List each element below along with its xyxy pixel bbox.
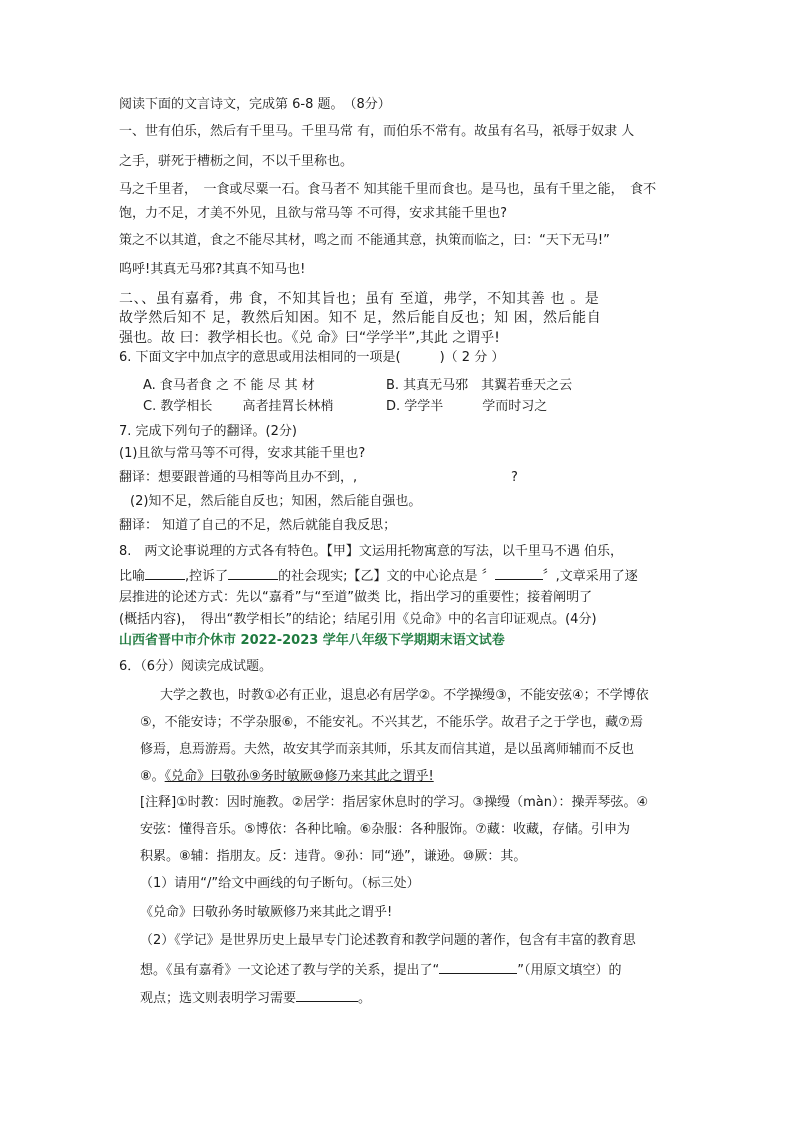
q8-text: 的社会现实;【乙】文的中心论点是 〞: [278, 569, 495, 584]
notes-line: 积累。⑧辅：指朋友。反：违背。⑨孙：同“逊”，谦逊。⑩厥：其。: [140, 849, 527, 864]
passage-xueji-line: ⑤，不能安诗；不学杂服⑥，不能安礼。不兴其艺，不能乐学。故君子之于学也，藏⑦焉: [140, 715, 643, 730]
passage-jia-line: 马之千里者， 一食或尽粟一石。食马者不 知其能千里而食也。是马也，虽有千里之能， 食不: [119, 182, 657, 197]
question-8-line-2: [119, 567, 638, 585]
question-6-stem: 6. 下面文字中加点字的意思或用法相同的一项是( )（ 2 分 ）: [119, 350, 505, 365]
subquestion-2-line-1: （2）《学记》是世界历史上最早专门论述教育和教学问题的著作，包含有丰富的教育思: [140, 933, 636, 948]
passage-jia-line: 策之不以其道，食之不能尽其材，鸣之而 不能通其意，执策而临之，曰：“天下无马!”: [119, 233, 610, 248]
question-6b-head: 6．（6分）阅读完成试题。: [119, 659, 273, 674]
option-c: C. 教学相长 高者挂罥长林梢: [143, 399, 334, 414]
exam-source-title: 山西省晋中市介休市 2022-2023 学年八年级下学期期末语文试卷: [119, 633, 505, 648]
underlined-sentence: 《兑命》曰敬孙⑨务时敏厥⑩修乃来其此之谓乎!: [164, 769, 434, 784]
answer-blank[interactable]: [145, 567, 185, 580]
option-d: D. 学学半 学而时习之: [386, 399, 548, 414]
passage-xueji-line: [140, 769, 434, 785]
section-heading: 阅读下面的文言诗文，完成第 6-8 题。 （8分）: [119, 97, 391, 112]
translation-label: 翻译：: [119, 470, 159, 485]
passage-xueji-line: 修焉，息焉游焉。夫然，故安其学而亲其师，乐其友而信其道，是以虽离师辅而不反也: [140, 742, 635, 757]
subquestion-1-sentence: 《兑命》曰敬孙务时敏厥修乃来其此之谓乎!: [140, 905, 393, 920]
passage-yi-line: 故学然后知不 足，教然后知困。知不 足，然后能自反也；知 困，然后能自: [119, 310, 602, 326]
q8-text: 比喻: [119, 569, 146, 584]
answer-blank[interactable]: [495, 567, 543, 580]
option-a: A. 食马者食 之 不 能 尽 其 材: [143, 378, 315, 393]
subquestion-1: （1）请用“/”给文中画线的句子断句。（标三处）: [140, 876, 420, 891]
question-8-line-1: 8. 两文论事说理的方式各有特色。【甲】文运用托物寓意的写法，以千里马不遇 伯乐，: [119, 544, 624, 559]
subquestion-2-line-3: [140, 989, 371, 1007]
passage-jia-line: 呜呼!其真无马邪?其真不知马也!: [119, 262, 306, 277]
passage-jia-line: 饱，力不足，才美不外见，且欲与常马等 不可得，安求其能千里也?: [119, 206, 508, 221]
question-7-translation-1: [119, 470, 357, 486]
passage-xueji-line: 大学之教也，时教①必有正业，退息必有居学②。不学操缦③，不能安弦④；不学博依: [160, 688, 649, 703]
notes-line: 安弦：懂得音乐。⑤博依：各种比喻。⑥杂服：各种服饰。⑦藏：收藏，存储。引申为: [140, 822, 630, 837]
sq2-text: 观点；选文则表明学习需要: [140, 991, 297, 1006]
passage-xueji-text: ⑧。: [140, 769, 165, 784]
answer-blank[interactable]: [228, 567, 278, 580]
option-b: B. 其真无马邪 其翼若垂天之云: [386, 378, 573, 393]
translation-text: 想要跟普通的马相等尚且办不到，,: [158, 470, 358, 485]
sq2-text: 想。《虽有嘉肴》一文论述了教与学的关系，提出了“: [140, 963, 440, 978]
answer-blank[interactable]: [439, 961, 517, 974]
sq2-text: ”（用原文填空）的: [517, 963, 622, 978]
subquestion-2-line-2: [140, 961, 622, 979]
sq2-text: 。: [358, 991, 372, 1006]
question-8-line-4: (概括内容)， 得出“教学相长”的结论；结尾引用《兑命》中的名言印证观点。(4分): [119, 612, 597, 627]
passage-yi-line: 二、、虽有嘉肴，弗 食，不知其旨也；虽有 至道，弗学，不知其善 也 。是: [119, 291, 600, 307]
question-7-sentence-2: (2)知不足，然后能自反也；知困，然后能自强也。: [130, 494, 422, 509]
question-7-stem: 7. 完成下列句子的翻译。(2分): [119, 424, 297, 439]
translation-label: 翻译：: [119, 518, 159, 533]
translation-end-mark: ?: [511, 470, 518, 485]
question-7-sentence-1: (1)且欲与常马等不可得，安求其能千里也?: [119, 446, 366, 461]
q8-text: ,控诉了: [185, 569, 229, 584]
translation-text: 知道了自己的不足，然后就能自我反思；: [158, 518, 397, 533]
question-8-line-3: 层推进的论述方式：先以“嘉肴”与“至道”做类 比，指出学习的重要性；接着阐明了: [119, 590, 593, 605]
question-7-translation-2: [119, 518, 396, 534]
passage-jia-line: 之手，骈死于槽枥之间，不以千里称也。: [119, 154, 354, 169]
passage-yi-line: 强也。故 曰：教学相长也。《兑 命》曰“学学半”,其此 之谓乎!: [119, 330, 500, 346]
answer-blank[interactable]: [296, 989, 358, 1002]
passage-jia-line: 一、世有伯乐，然后有千里马。千里马常 有，而伯乐不常有。故虽有名马，祇辱于奴隶 人: [119, 124, 635, 139]
notes-line: [注释]①时教：因时施教。②居学：指居家休息时的学习。③操缦（màn）：操弄琴弦。④: [140, 795, 649, 810]
q8-text: 〞,文章采用了逐: [542, 569, 638, 584]
